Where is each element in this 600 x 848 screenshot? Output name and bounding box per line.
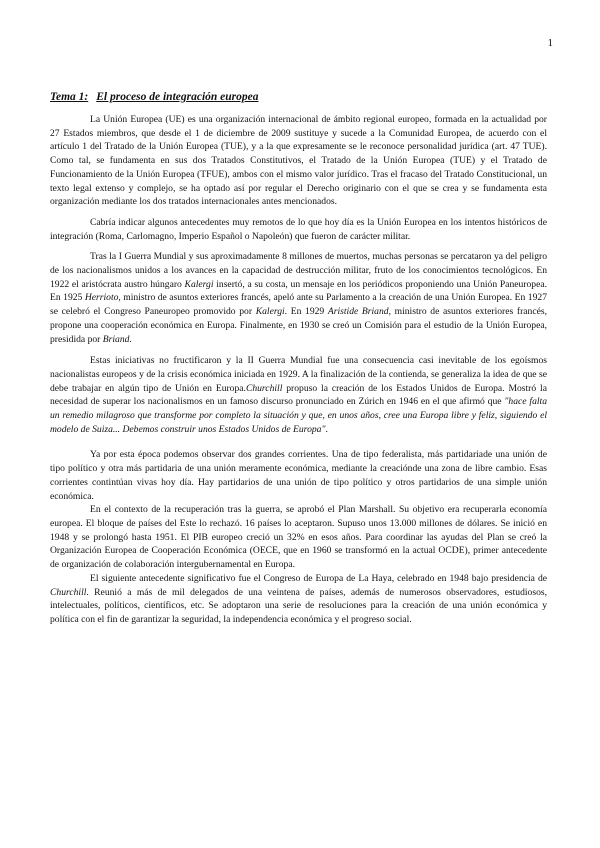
title-text: El proceso de integración europea xyxy=(96,91,259,103)
page-title xyxy=(50,91,259,103)
text: . xyxy=(129,333,132,345)
person-name: Churchill xyxy=(50,586,87,598)
paragraph-4 xyxy=(50,354,547,436)
paragraph-2: Cabría indicar algunos antecedentes muy remotos de lo que hoy día es la Unión Europea en los intentos históricos de integración (Roma, Carlomagno, Imperio Español o Napoleón) que fueron de carácter militar. xyxy=(50,216,547,242)
text: . xyxy=(325,423,328,435)
person-name: Kalergi xyxy=(184,278,214,290)
title-number: Tema 1: xyxy=(50,91,89,103)
person-name: Herrioto xyxy=(84,292,119,304)
paragraph-7 xyxy=(50,572,547,627)
person-name: Kalergi xyxy=(255,306,285,318)
paragraph-3 xyxy=(50,250,547,346)
person-name: Briand xyxy=(102,333,130,345)
quote: "hace falta un remedio milagroso que transforme por completo la situación y que, en unos años, cree una Europa libre y feliz, siguiendo el modelo de Suiza... Debemos construir unos Estados Unidos de Europa" xyxy=(50,396,547,435)
person-name: Aristide Briand xyxy=(327,306,389,318)
paragraph-1: La Unión Europea (UE) es una organización internacional de ámbito regional europeo, formada en la actualidad por 27 Estados miembros, que desde el 1 de diciembre de 2009 sustituye y sucede a la Comunidad Europea, de acuerdo con el artículo 1 del Tratado de la Unión Europea (TUE), y a la que expresamente se le reconoce personalidad jurídica (art. 47 TUE). Como tal, se fundamenta en sus dos Tratados Constitutivos, el Tratado de la Unión Europea (TUE) y el Tratado de Funcionamiento de la Unión Europea (TFUE), ambos con el mismo valor jurídico. Tras el fracaso del Tratado Constitucional, un texto legal extenso y complejo, se ha optado así por regular el Derecho originario con el que se crea y se fundamenta esta organización mediante los dos tratados internacionales antes mencionados. xyxy=(50,114,547,208)
text: . Reunió a más de mil delegados de una veintena de países, además de numerosos observadores, estudiosos, intelectuales, políticos, científicos, etc. Se adoptaron una serie de resoluciones para la creación de una unión económica y política con el fin de garantizar la seguridad, la independencia económica y el progreso social. xyxy=(50,586,547,625)
text: , ministro de asuntos exteriores francés, propone una cooperación económica en Europa. Finalmente, en 1930 se creó un Comisión para el estudio de la Unión Europea, presidida por xyxy=(50,306,547,345)
text: insertó, a su costa, un mensaje en los periódicos proponiendo una Unión Paneuropea. En 1925 xyxy=(50,278,547,304)
paragraph-5: Ya por esta época podemos observar dos grandes corrientes. Una de tipo federalista, más partidariade una unión de tipo político y otra más partidaria de una unión meramente económica, mediante la creaciónde una zona de libre cambio. Esas corrientes contintúan vivas hoy día. Hay partidarios de una unión de tipo político y otros partidarios de una simple unión económica. xyxy=(50,449,547,502)
page-number: 1 xyxy=(547,37,553,49)
text: , ministro de asuntos exteriores francés, apeló ante su Parlamento a la creación de una Unión Europea. En 1927 se celebró el Congreso Paneuropeo promovido por xyxy=(50,292,547,318)
text: El siguiente antecedente significativo fue el Congreso de Europa de La Haya, celebrado en 1948 bajo presidencia de xyxy=(90,572,547,584)
text: Tras la I Guerra Mundial y sus aproximadamente 8 millones de muertos, muchas personas se percataron ya del peligro de los nacionalismos unidos a los avances en la capacidad de destrucción militar, fruto de los conocimientos tecnológicos. En 1922 el aristócrata austro húngaro xyxy=(50,251,547,290)
document-body xyxy=(50,113,547,627)
text: propuso la creación de los Estados Unidos de Europa. Mostró la necesidad de superar los nacionalismos en un famoso discurso pronunciado en Zúrich en 1946 en el que afirmó que xyxy=(50,382,547,408)
text: Estas iniciativas no fructificaron y la II Guerra Mundial fue una consecuencia casi inevitable de los egoísmos nacionalistas europeos y de la crisis económica iniciada en 1929. A la finalización de la contienda, se generaliza la idea de que se debe trabajar en algún tipo de Unión en Europa. xyxy=(50,355,547,394)
text: . En 1929 xyxy=(284,306,328,318)
person-name: Churchill xyxy=(245,382,283,394)
paragraph-6: En el contexto de la recuperación tras la guerra, se aprobó el Plan Marshall. Su objetivo era recuperarla economía europea. El bloque de países del Este lo rechazó. 16 países lo aceptaron. Supuso unos 13.000 millones de dólares. Se inició en 1948 y se prolongó hasta 1951. El PIB europeo creció un 32% en esos años. Para coordinar las ayudas del Plan se creó la Organización Europea de Cooperación Económica (OECE, que en 1960 se transformó en la actual OCDE), primer antecedente de organización de colaboración intergubernamental en Europa. xyxy=(50,504,547,571)
